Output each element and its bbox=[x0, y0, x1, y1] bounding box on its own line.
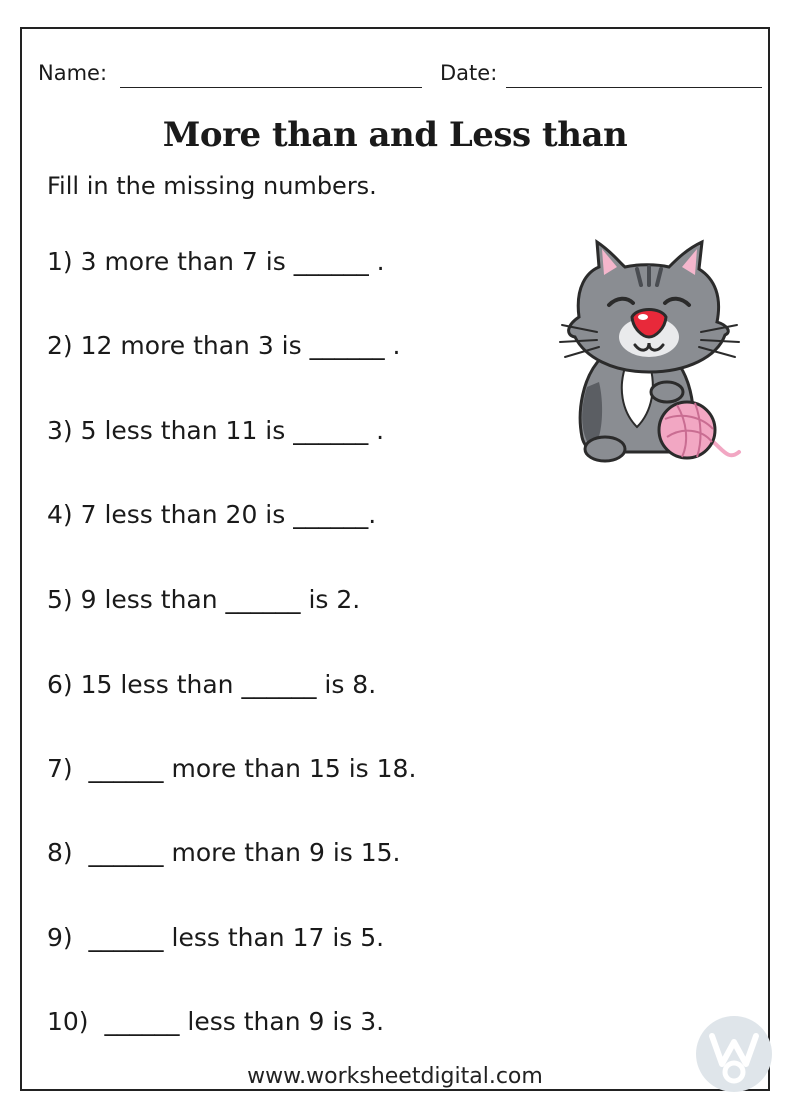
page-title: More than and Less than bbox=[162, 115, 628, 155]
question-4: 4) 7 less than 20 is ______. bbox=[47, 500, 377, 529]
question-7: 7) ______ more than 15 is 18. bbox=[47, 754, 417, 783]
question-2: 2) 12 more than 3 is ______ . bbox=[47, 331, 401, 360]
question-10: 10) ______ less than 9 is 3. bbox=[47, 1007, 385, 1036]
question-1: 1) 3 more than 7 is ______ . bbox=[47, 247, 385, 276]
question-6: 6) 15 less than ______ is 8. bbox=[47, 670, 377, 699]
question-8: 8) ______ more than 9 is 15. bbox=[47, 838, 401, 867]
question-3: 3) 5 less than 11 is ______ . bbox=[47, 416, 385, 445]
date-field-line[interactable] bbox=[506, 87, 762, 88]
instructions-text: Fill in the missing numbers. bbox=[47, 172, 377, 200]
cat-with-yarn-icon bbox=[557, 237, 742, 467]
date-label: Date: bbox=[440, 61, 498, 85]
question-9: 9) ______ less than 17 is 5. bbox=[47, 923, 385, 952]
footer-website[interactable]: www.worksheetdigital.com bbox=[247, 1064, 543, 1089]
name-field-line[interactable] bbox=[120, 87, 422, 88]
question-5: 5) 9 less than ______ is 2. bbox=[47, 585, 361, 614]
header-row bbox=[38, 61, 758, 91]
name-label: Name: bbox=[38, 61, 108, 85]
worksheet-page bbox=[20, 27, 770, 1091]
